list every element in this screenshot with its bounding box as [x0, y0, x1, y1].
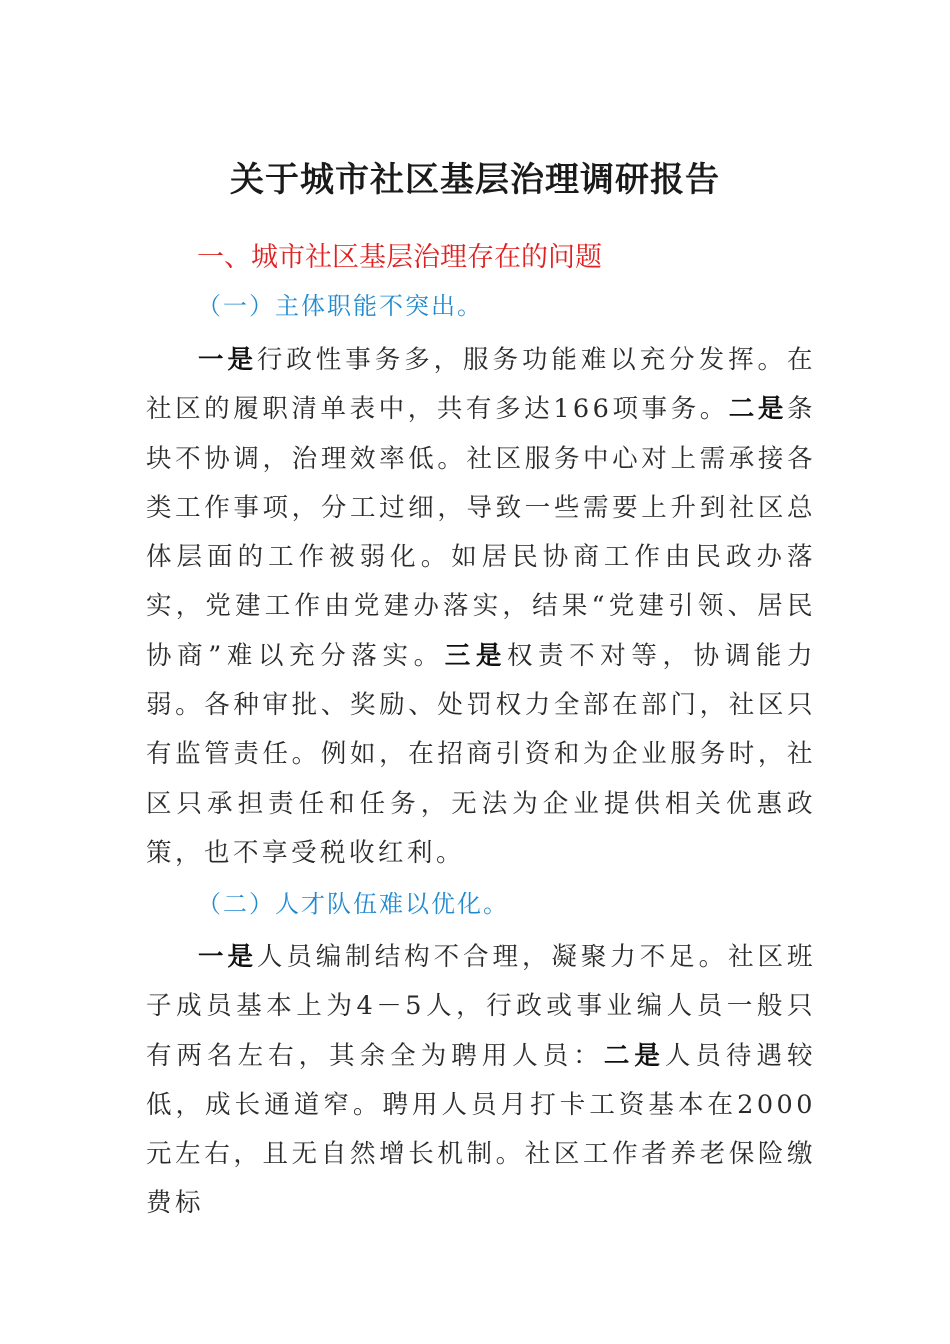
lead-marker: 一是: [198, 345, 257, 375]
lead-marker: 二是: [728, 394, 787, 425]
paragraph-text: 权责不对等，协调能力弱。各种审批、奖励、处罚权力全部在部门，社区只有监管责任。例如，在招商引资和为企业服务时，社区只承担责任和任务，无法为企业提供相关优惠政策，也不享受税收红利。: [146, 640, 816, 868]
section-heading: 一、城市社区基层治理存在的问题: [197, 242, 602, 273]
lead-marker: 一是: [198, 942, 257, 972]
lead-marker: 二是: [603, 1040, 665, 1071]
paragraph-text: 行政性事务多，服务功能难以充分发挥。在社区的履职清单表中，共有多达166项事务。: [146, 345, 816, 425]
paragraph-text: 条块不协调，治理效率低。社区服务中心对上需承接各类工作事项，分工过细，导致一些需要上升到社区总体层面的工作被弱化。如居民协商工作由民政办落实，党建工作由党建办落实，结果“党建引领、居民协商”难以充分落实。: [146, 394, 816, 671]
paragraph-text: 人员编制结构不合理，凝聚力不足。社区班子成员基本上为4－5人，行政或事业编人员一般只有两名左右，其余全为聘用人员：: [146, 942, 816, 1071]
paragraph-1: [146, 336, 816, 878]
paragraph-2: [146, 933, 816, 1229]
subsection-heading-1: （一）主体职能不突出。: [197, 292, 483, 320]
subsection-heading-2: （二）人才队伍难以优化。: [197, 890, 509, 918]
lead-marker: 三是: [444, 640, 507, 671]
document-title: 关于城市社区基层治理调研报告: [230, 160, 720, 200]
paragraph-text: 人员待遇较低，成长通道窄。聘用人员月打卡工资基本在2000元左右，且无自然增长机制。社区工作者养老保险缴费标: [146, 1040, 816, 1219]
